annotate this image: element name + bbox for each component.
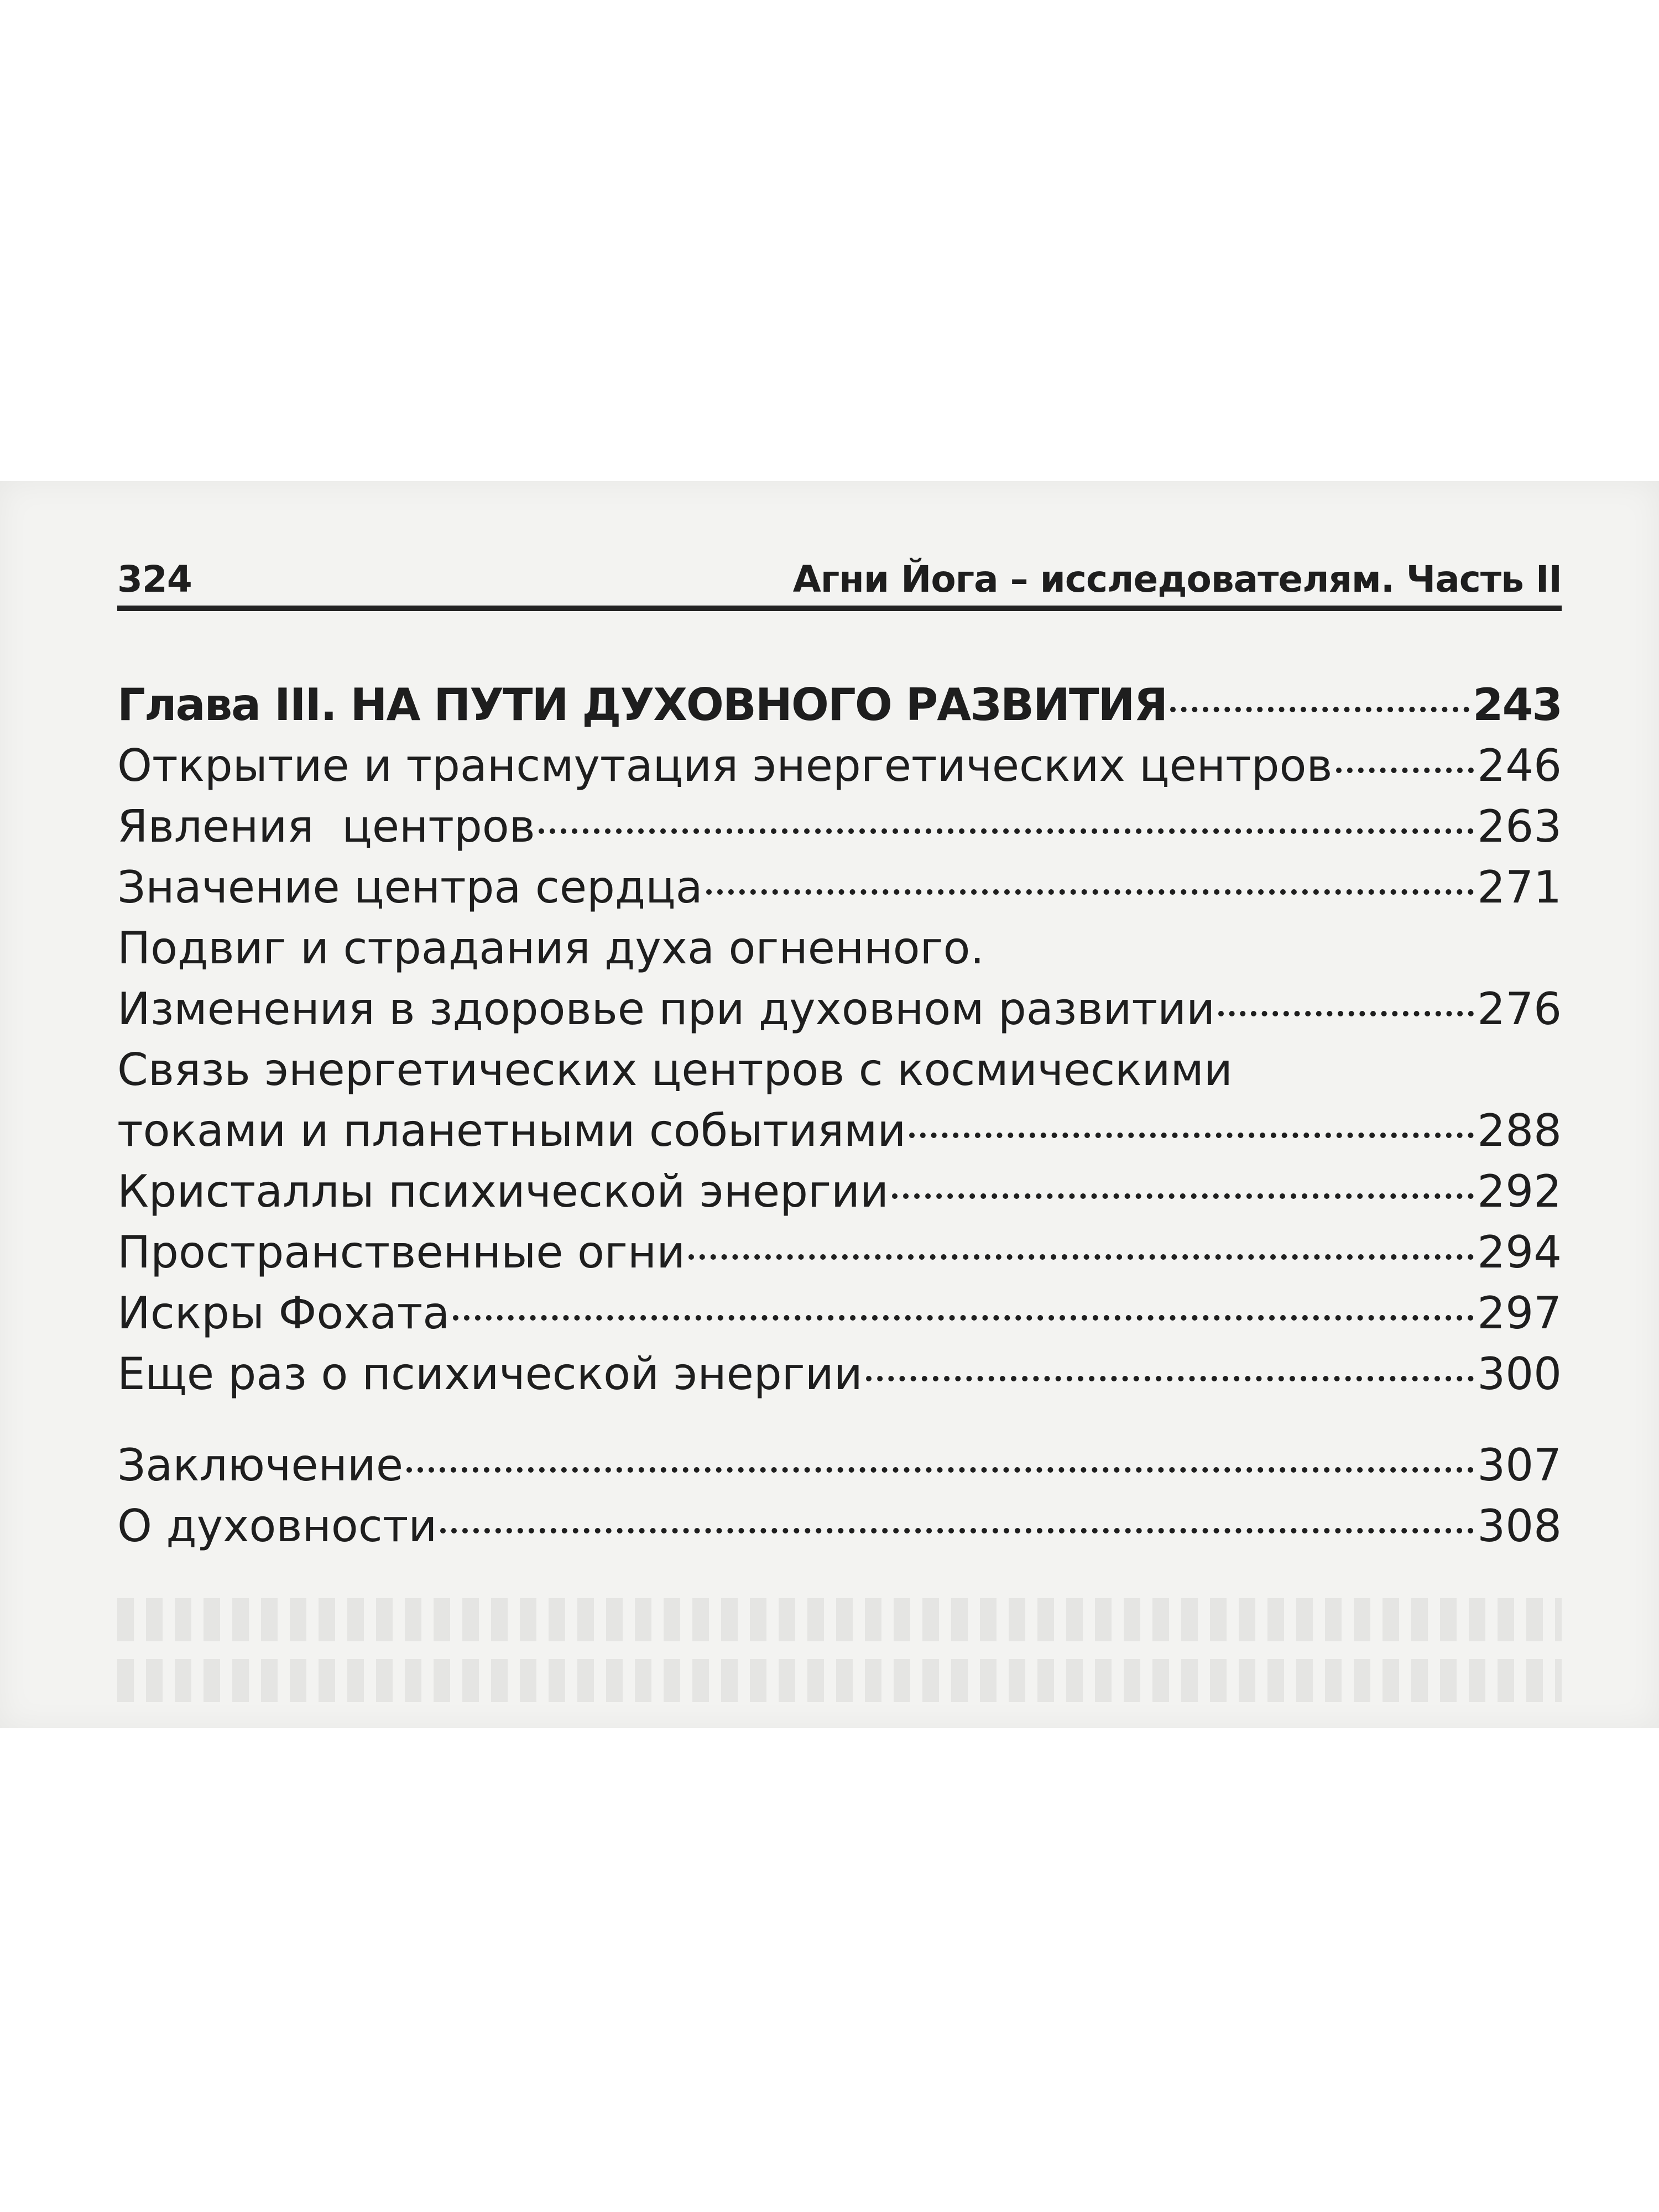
toc-entry-page: 246	[1477, 740, 1562, 791]
toc-entry-title: Заключение	[117, 1439, 404, 1491]
toc-entry-title: Глава III. НА ПУТИ ДУХОВНОГО РАЗВИТИЯ	[117, 679, 1167, 731]
toc-entry-page: 263	[1477, 801, 1562, 852]
toc-chapter-heading	[117, 675, 1562, 735]
toc-entry-page: 297	[1477, 1287, 1562, 1339]
toc-entry-title: Связь энергетических центров с космическими	[117, 1044, 1233, 1095]
dot-leader	[1336, 768, 1474, 773]
toc-entry	[117, 979, 1562, 1040]
toc-entry-page: 276	[1477, 983, 1562, 1035]
page-number: 324	[117, 558, 192, 601]
toc-entry-page: 300	[1477, 1348, 1562, 1400]
toc-entry	[117, 1344, 1562, 1405]
toc-entry-page: 294	[1477, 1227, 1562, 1278]
toc-entry-title: токами и планетными событиями	[117, 1105, 906, 1156]
toc-entry-title: Пространственные огни	[117, 1227, 686, 1278]
running-head	[117, 545, 1562, 611]
toc-entry-page: 288	[1477, 1105, 1562, 1156]
toc-entry	[117, 1222, 1562, 1283]
toc-entry-title: Еще раз о психической энергии	[117, 1348, 863, 1400]
toc-entry-title: Изменения в здоровье при духовном развитии	[117, 983, 1215, 1035]
dot-leader	[1170, 707, 1469, 712]
toc-entry-title: Открытие и трансмутация энергетических центров	[117, 740, 1333, 791]
toc-entry-title: Кристаллы психической энергии	[117, 1166, 889, 1217]
toc-entry-page: 243	[1473, 679, 1562, 731]
toc-entry-title: Искры Фохата	[117, 1287, 450, 1339]
dot-leader	[909, 1133, 1474, 1138]
dot-leader	[539, 828, 1474, 834]
toc-entry-title: Значение центра сердца	[117, 862, 703, 913]
dot-leader	[1218, 1011, 1474, 1016]
dot-leader	[440, 1528, 1474, 1533]
dot-leader	[406, 1467, 1474, 1473]
toc-entry-page: 271	[1477, 862, 1562, 913]
toc-entry-title: Явления центров	[117, 801, 535, 852]
table-of-contents	[117, 675, 1562, 1557]
toc-entry-page: 308	[1477, 1500, 1562, 1552]
toc-entry	[117, 735, 1562, 796]
book-title: Агни Йога – исследователям. Часть II	[792, 558, 1562, 601]
toc-entry	[117, 1496, 1562, 1557]
dot-leader	[688, 1254, 1474, 1260]
dot-leader	[866, 1376, 1474, 1381]
toc-entry-page: 292	[1477, 1166, 1562, 1217]
toc-entry	[117, 857, 1562, 918]
dot-leader	[706, 889, 1474, 895]
toc-entry-page: 307	[1477, 1439, 1562, 1491]
toc-entry	[117, 796, 1562, 857]
toc-entry	[117, 918, 1562, 979]
toc-entry	[117, 1100, 1562, 1161]
toc-entry-title: Подвиг и страдания духа огненного.	[117, 922, 984, 974]
toc-entry	[117, 1435, 1562, 1496]
toc-entry	[117, 1161, 1562, 1222]
toc-entry-title: О духовности	[117, 1500, 437, 1552]
toc-entry	[117, 1040, 1562, 1100]
toc-entry	[117, 1283, 1562, 1344]
dot-leader	[892, 1193, 1474, 1199]
dot-leader	[453, 1315, 1474, 1321]
